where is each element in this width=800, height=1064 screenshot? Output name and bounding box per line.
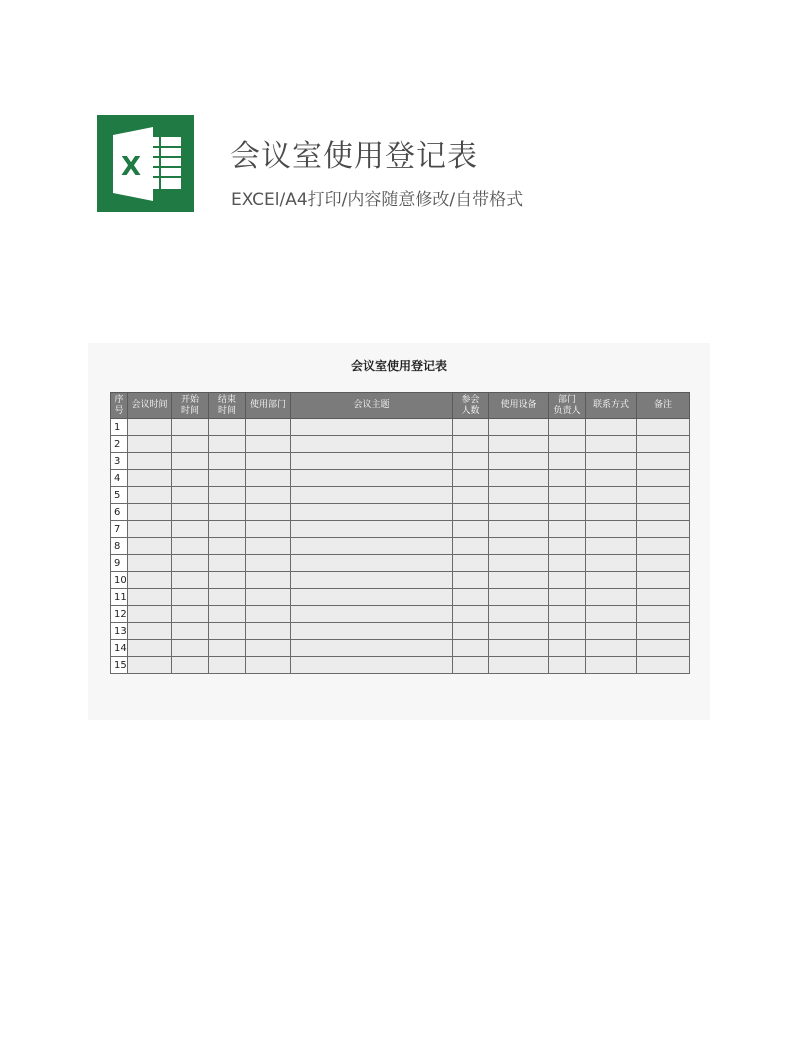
table-cell [209,572,246,589]
table-cell [209,538,246,555]
table-cell [489,623,549,640]
table-cell [209,606,246,623]
table-cell [637,436,690,453]
table-row [111,657,690,674]
table-cell [549,521,586,538]
page-subtitle: EXCEl/A4打印/内容随意修改/自带格式 [231,190,524,210]
table-cell [209,487,246,504]
table-cell [246,521,291,538]
table-row [111,470,690,487]
page-title: 会议室使用登记表 [230,139,478,174]
table-row [111,623,690,640]
table-cell [453,453,489,470]
table-cell [453,436,489,453]
table-cell [489,538,549,555]
column-header [246,393,291,419]
table-cell [172,606,209,623]
table-cell [172,640,209,657]
table-cell [637,657,690,674]
column-header [637,393,690,419]
row-number: 13 [111,623,128,640]
table-cell [489,453,549,470]
table-row [111,640,690,657]
table-cell [549,606,586,623]
table-cell [637,606,690,623]
table-cell [453,640,489,657]
table-cell [489,657,549,674]
table-cell [128,453,172,470]
column-header [209,393,246,419]
table-cell [246,453,291,470]
row-number: 2 [111,436,128,453]
table-cell [291,606,453,623]
column-header-line: 部门 [557,394,576,405]
table-cell [172,470,209,487]
table-cell [246,504,291,521]
table-cell [637,589,690,606]
column-header-line: 开始 [180,394,199,405]
table-row [111,555,690,572]
table-cell [453,487,489,504]
row-number: 12 [111,606,128,623]
table-cell [209,470,246,487]
table-cell [291,538,453,555]
column-header [586,393,637,419]
table-cell [172,453,209,470]
table-cell [586,487,637,504]
table-cell [549,436,586,453]
table-row [111,521,690,538]
table-cell [246,657,291,674]
table-cell [172,572,209,589]
table-cell [172,419,209,436]
column-header-line: 时间 [217,405,236,416]
table-cell [586,572,637,589]
table-cell [453,419,489,436]
column-header-line: 负责人 [553,405,581,416]
table-cell [128,555,172,572]
column-header [128,393,172,419]
table-cell [246,640,291,657]
table-cell [209,419,246,436]
table-cell [453,657,489,674]
table-cell [291,453,453,470]
table-row [111,487,690,504]
table-cell [246,623,291,640]
column-header-line: 结束 [217,394,236,405]
table-cell [586,555,637,572]
table-cell [549,453,586,470]
table-cell [246,436,291,453]
table-cell [172,623,209,640]
table-cell [453,555,489,572]
table-cell [246,470,291,487]
table-cell [128,623,172,640]
table-cell [128,572,172,589]
table-cell [637,640,690,657]
table-cell [453,589,489,606]
column-header-line: 参会 [461,394,480,405]
table-cell [637,572,690,589]
table-cell [586,538,637,555]
table-cell [246,487,291,504]
row-number: 5 [111,487,128,504]
table-row [111,589,690,606]
table-cell [172,589,209,606]
table-cell [453,504,489,521]
table-cell [549,623,586,640]
table-cell [291,640,453,657]
table-cell [489,419,549,436]
row-number: 6 [111,504,128,521]
column-header-line: 联系方式 [592,400,629,410]
row-number: 11 [111,589,128,606]
table-row [111,606,690,623]
column-header [172,393,209,419]
table-cell [291,589,453,606]
table-cell [549,572,586,589]
table-cell [209,623,246,640]
table-cell [637,470,690,487]
row-number: 4 [111,470,128,487]
table-cell [291,470,453,487]
table-cell [128,504,172,521]
table-cell [489,640,549,657]
table-cell [489,436,549,453]
table-cell [209,521,246,538]
table-cell [586,504,637,521]
column-header-line: 序 [114,394,124,405]
table-cell [637,555,690,572]
table-cell [586,657,637,674]
header-row [111,393,690,419]
table-cell [172,538,209,555]
row-number: 14 [111,640,128,657]
table-row [111,436,690,453]
column-header-line: 会议主题 [353,400,390,410]
table-cell [586,521,637,538]
column-header-line: 时间 [180,405,199,416]
table-cell [489,555,549,572]
registration-table [110,392,690,674]
table-cell [291,521,453,538]
row-number: 15 [111,657,128,674]
table-cell [586,640,637,657]
table-cell [453,623,489,640]
table-cell [128,606,172,623]
table-cell [637,453,690,470]
row-number: 9 [111,555,128,572]
table-cell [637,419,690,436]
row-number: 7 [111,521,128,538]
table-cell [489,589,549,606]
table-cell [549,657,586,674]
row-number: 3 [111,453,128,470]
table-cell [489,606,549,623]
table-cell [549,470,586,487]
column-header-line: 会议时间 [131,400,168,410]
table-cell [128,470,172,487]
table-cell [489,521,549,538]
table-cell [291,572,453,589]
column-header [549,393,586,419]
table-cell [453,521,489,538]
table-cell [637,487,690,504]
table-cell [291,487,453,504]
table-cell [128,589,172,606]
table-cell [128,640,172,657]
table-cell [586,606,637,623]
table-cell [172,521,209,538]
column-header [453,393,489,419]
excel-logo-icon [97,115,194,212]
table-cell [128,436,172,453]
table-cell [637,504,690,521]
table-cell [291,436,453,453]
logo-letter: X [120,152,142,182]
table-cell [128,487,172,504]
table-cell [586,470,637,487]
table-cell [586,436,637,453]
column-header [291,393,453,419]
table-cell [209,453,246,470]
table-row [111,572,690,589]
table-cell [453,572,489,589]
table-cell [172,555,209,572]
table-cell [549,589,586,606]
table-cell [209,504,246,521]
table-cell [246,419,291,436]
column-header [489,393,549,419]
table-cell [172,487,209,504]
table-cell [549,487,586,504]
table-cell [489,470,549,487]
table-cell [586,623,637,640]
table-cell [586,589,637,606]
table-cell [246,589,291,606]
table-cell [453,470,489,487]
table-cell [246,538,291,555]
table-cell [246,572,291,589]
table-cell [453,606,489,623]
table-cell [291,657,453,674]
table-cell [549,555,586,572]
table-cell [172,657,209,674]
table-cell [586,419,637,436]
column-header-line: 人数 [461,405,480,416]
table-cell [291,419,453,436]
table-cell [291,555,453,572]
table-cell [128,419,172,436]
table-cell [291,623,453,640]
table-cell [549,504,586,521]
table-cell [172,504,209,521]
column-header [111,393,128,419]
table-cell [246,555,291,572]
table-cell [637,538,690,555]
row-number: 8 [111,538,128,555]
table-cell [549,419,586,436]
table-row [111,504,690,521]
table-cell [549,640,586,657]
column-header-line: 备注 [653,400,672,410]
table-cell [209,555,246,572]
column-header-line: 使用部门 [249,400,286,410]
table-cell [549,538,586,555]
table-row [111,453,690,470]
table-cell [128,657,172,674]
column-header-line: 使用设备 [500,400,537,410]
table-cell [209,589,246,606]
table-cell [489,504,549,521]
table-cell [453,538,489,555]
table-row [111,538,690,555]
spreadsheet-preview [88,343,710,720]
document-header [97,113,777,213]
table-cell [209,657,246,674]
table-cell [246,606,291,623]
table-row [111,419,690,436]
table-cell [489,487,549,504]
table-cell [209,640,246,657]
sheet-title: 会议室使用登记表 [350,359,447,373]
table-cell [172,436,209,453]
table-cell [637,623,690,640]
row-number: 10 [111,572,128,589]
table-cell [637,521,690,538]
table-body [111,419,690,674]
table-cell [209,436,246,453]
row-number: 1 [111,419,128,436]
table-cell [291,504,453,521]
table-cell [128,538,172,555]
column-header-line: 号 [114,405,124,416]
table-cell [128,521,172,538]
table-cell [586,453,637,470]
table-cell [489,572,549,589]
